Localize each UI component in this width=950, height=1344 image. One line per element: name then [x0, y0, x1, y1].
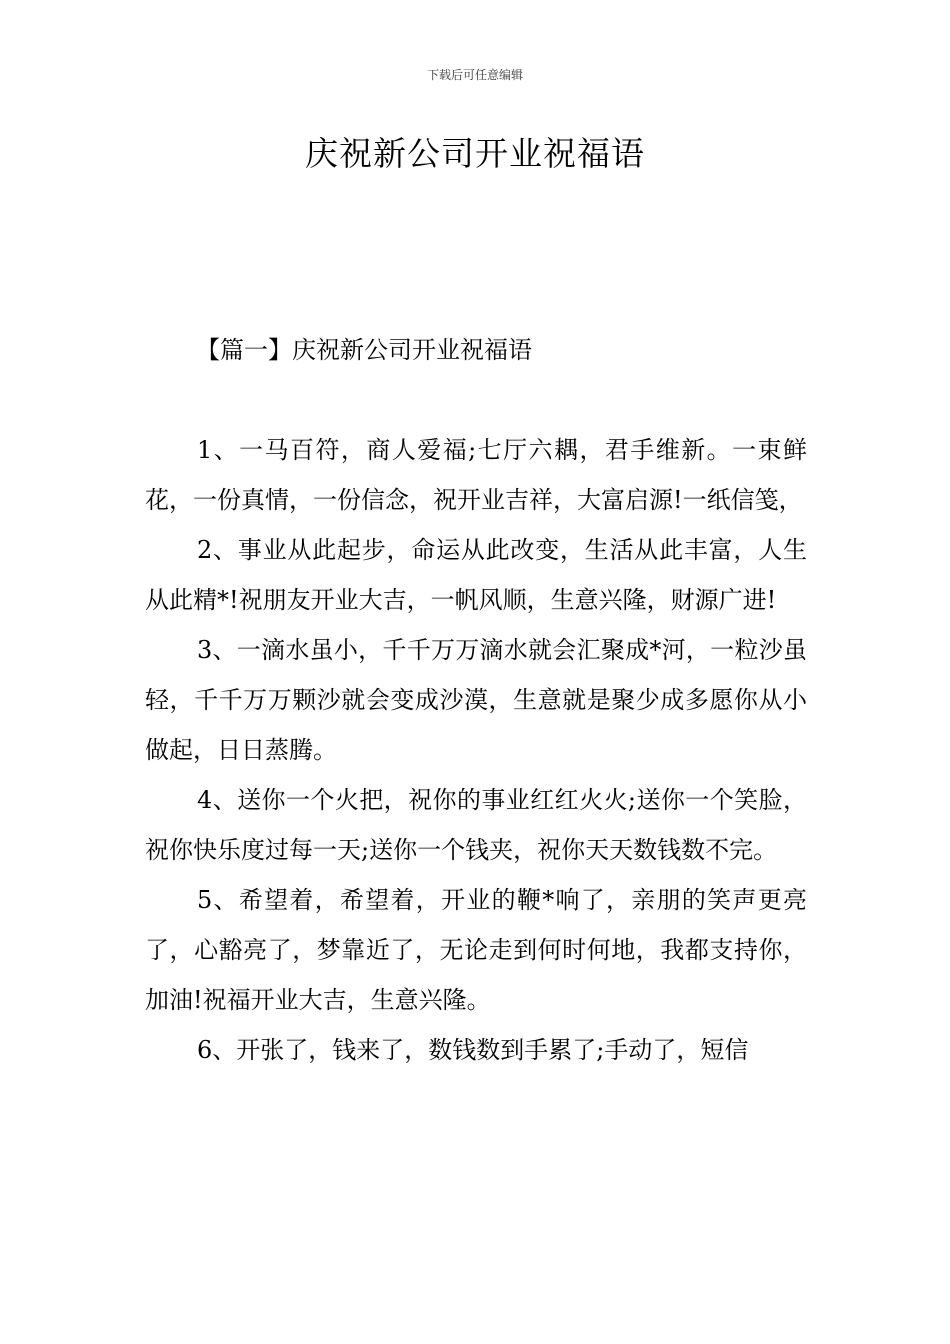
- document-title: 庆祝新公司开业祝福语: [305, 134, 645, 173]
- paragraph-4: 4、送你一个火把，祝你的事业红红火火;送你一个笑脸，祝你快乐度过每一天;送你一个钱夹，祝你天天数钱数不完。: [145, 786, 807, 864]
- paragraph-3: 3、一滴水虽小，千千万万滴水就会汇聚成*河，一粒沙虽轻，千千万万颗沙就会变成沙漠，生意就是聚少成多愿你从小做起，日日蒸腾。: [145, 636, 807, 764]
- section-heading: 【篇一】庆祝新公司开业祝福语: [196, 336, 532, 364]
- document-body: [145, 425, 807, 1075]
- paragraph-1: 1、一马百符，商人爱福;七厅六耦，君手维新。一束鲜花，一份真情，一份信念，祝开业吉祥，大富启源!一纸信笺，: [145, 436, 807, 514]
- paragraph-5: 5、希望着，希望着，开业的鞭*响了，亲朋的笑声更亮了，心豁亮了，梦靠近了，无论走到何时何地，我都支持你，加油!祝福开业大吉，生意兴隆。: [145, 886, 807, 1014]
- paragraph-6: 6、开张了，钱来了，数钱数到手累了;手动了，短信: [197, 1036, 749, 1064]
- paragraph-2: 2、事业从此起步，命运从此改变，生活从此丰富，人生从此精*!祝朋友开业大吉，一帆风顺，生意兴隆，财源广进!: [145, 536, 807, 614]
- header-note: 下载后可任意编辑: [426, 68, 523, 82]
